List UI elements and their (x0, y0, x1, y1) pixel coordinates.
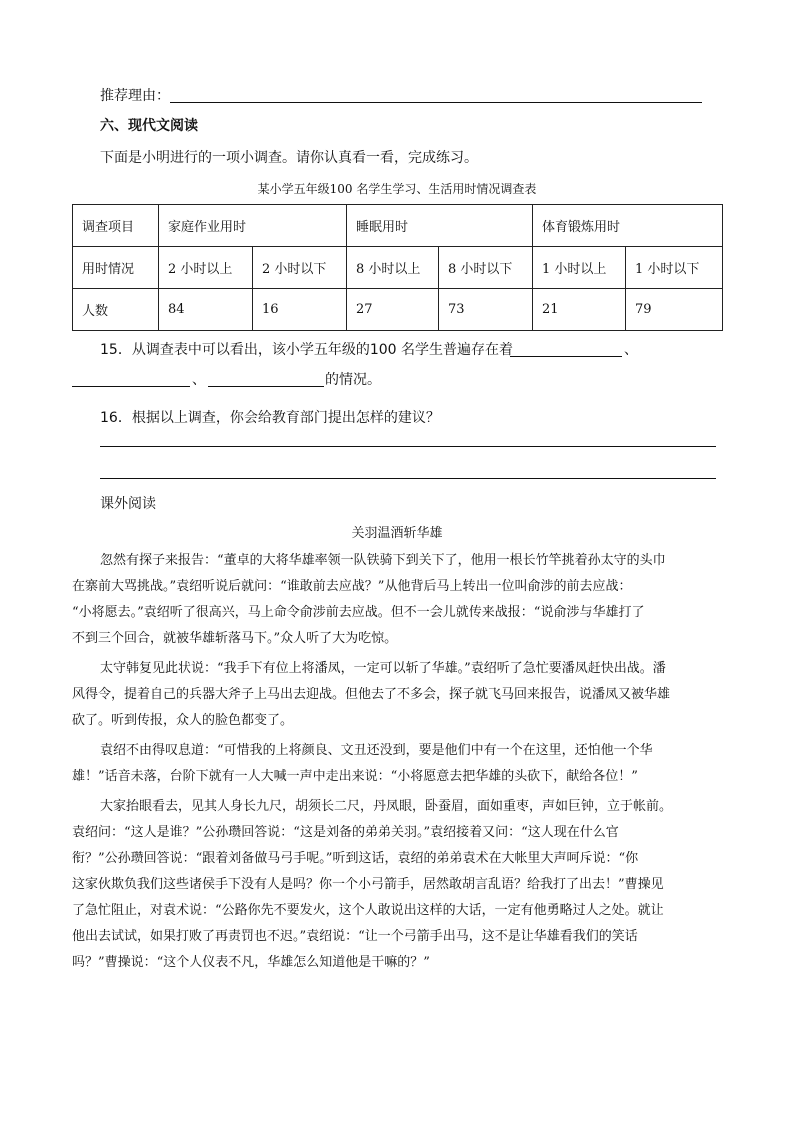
story-line: 雄！”话音未落，台阶下就有一人大喊一声中走出来说：“小将愿意去把华雄的头砍下，献给各位！” (72, 769, 638, 784)
table-cell: 79 (626, 289, 723, 331)
story-line: 袁绍问：“这人是谁？”公孙瓒回答说：“这是刘备的弟弟关羽。”袁绍接着又问：“这人现在什么官 (72, 825, 619, 840)
table-cell: 2 小时以上 (159, 247, 253, 289)
story-line: 在寨前大骂挑战。”袁绍听说后就问：“谁敢前去应战？”从他背后马上转出一位叫俞涉的前去应战： (72, 579, 632, 594)
extra-reading-heading: 课外阅读 (100, 496, 156, 512)
table-cell: 8 小时以下 (439, 247, 533, 289)
story-line: 这家伙欺负我们这些诸侯手下没有人是吗？你一个小弓箭手，居然敢胡言乱语？给我打了出去！”曹操见 (72, 877, 664, 892)
section-title: 六、现代文阅读 (100, 118, 198, 134)
table-cell: 调查项目 (73, 205, 159, 247)
question-16: 16．根据以上调查，你会给教育部门提出怎样的建议？ (100, 410, 440, 426)
table-cell: 73 (439, 289, 533, 331)
intro-text: 下面是小明进行的一项小调查。请你认真看一看，完成练习。 (100, 150, 478, 166)
story-line: 他出去试试，如果打败了再责罚也不迟。”袁绍说：“让一个弓箭手出马，这不是让华雄看我们的笑话 (72, 929, 638, 944)
table-cell: 8 小时以上 (347, 247, 439, 289)
table-row (73, 247, 723, 289)
story-line: “小将愿去。”袁绍听了很高兴，马上命令俞涉前去应战。但不一会儿就传来战报：“说俞涉与华雄打了 (72, 605, 645, 620)
q15-answer-line-2[interactable] (72, 386, 190, 387)
q15-separator-2: 、 (192, 372, 206, 388)
table-cell: 1 小时以上 (533, 247, 626, 289)
story-line: 大家抬眼看去，见其人身长九尺，胡须长二尺，丹凤眼，卧蚕眉，面如重枣，声如巨钟，立于帐前。 (100, 799, 673, 814)
story-line: 衔？”公孙瓒回答说：“跟着刘备做马弓手呢。”听到这话，袁绍的弟弟袁术在大帐里大声呵斥说：“你 (72, 851, 639, 866)
story-line: 砍了。听到传报，众人的脸色都变了。 (72, 713, 294, 728)
story-line: 忽然有探子来报告：“董卓的大将华雄率领一队铁骑下到关下了，他用一根长竹竿挑着孙太守的头巾 (100, 553, 666, 568)
table-cell: 84 (159, 289, 253, 331)
table-row (73, 289, 723, 331)
story-line: 袁绍不由得叹息道：“可惜我的上将颜良、文丑还没到，要是他们中有一个在这里，还怕他一个华 (100, 743, 653, 758)
table-caption: 某小学五年级100 名学生学习、生活用时情况调查表 (257, 182, 537, 196)
story-line: 太守韩复见此状说：“我手下有位上将潘凤，一定可以斩了华雄。”袁绍听了急忙要潘凤赶快出战。潘 (100, 661, 666, 676)
q15-answer-line-3[interactable] (208, 386, 324, 387)
question-15: 15．从调查表中可以看出，该小学五年级的100 名学生普遍存在着 (100, 342, 513, 358)
recommend-label: 推荐理由： (100, 88, 170, 104)
q15-answer-line-1[interactable] (510, 356, 622, 357)
story-line: 了急忙阻止，对袁术说：“公路你先不要发火，这个人敢说出这样的大话，一定有他勇略过人之处。就让 (72, 903, 664, 918)
table-cell: 1 小时以下 (626, 247, 723, 289)
q16-answer-line-2[interactable] (100, 478, 716, 479)
table-cell: 21 (533, 289, 626, 331)
q16-answer-line-1[interactable] (100, 446, 716, 447)
table-cell: 家庭作业用时 (159, 205, 347, 247)
table-cell: 用时情况 (73, 247, 159, 289)
recommend-answer-line[interactable] (170, 102, 702, 103)
table-cell: 体育锻炼用时 (533, 205, 723, 247)
survey-table (72, 204, 723, 331)
story-line: 不到三个回合，就被华雄斩落马下。”众人听了大为吃惊。 (72, 631, 398, 646)
story-title: 关羽温酒斩华雄 (351, 526, 443, 541)
table-cell: 2 小时以下 (253, 247, 347, 289)
table-cell: 睡眠用时 (347, 205, 533, 247)
table-cell: 16 (253, 289, 347, 331)
q15-end: 的情况。 (325, 372, 381, 388)
table-cell: 27 (347, 289, 439, 331)
story-body (72, 548, 720, 976)
table-cell: 人数 (73, 289, 159, 331)
story-line: 风得令，提着自己的兵器大斧子上马出去迎战。但他去了不多会，探子就飞马回来报告，说潘凤又被华雄 (72, 687, 671, 702)
story-line: 吗？”曹操说：“这个人仪表不凡，华雄怎么知道他是干嘛的？” (72, 955, 430, 970)
table-row (73, 205, 723, 247)
q15-separator: 、 (624, 342, 638, 358)
